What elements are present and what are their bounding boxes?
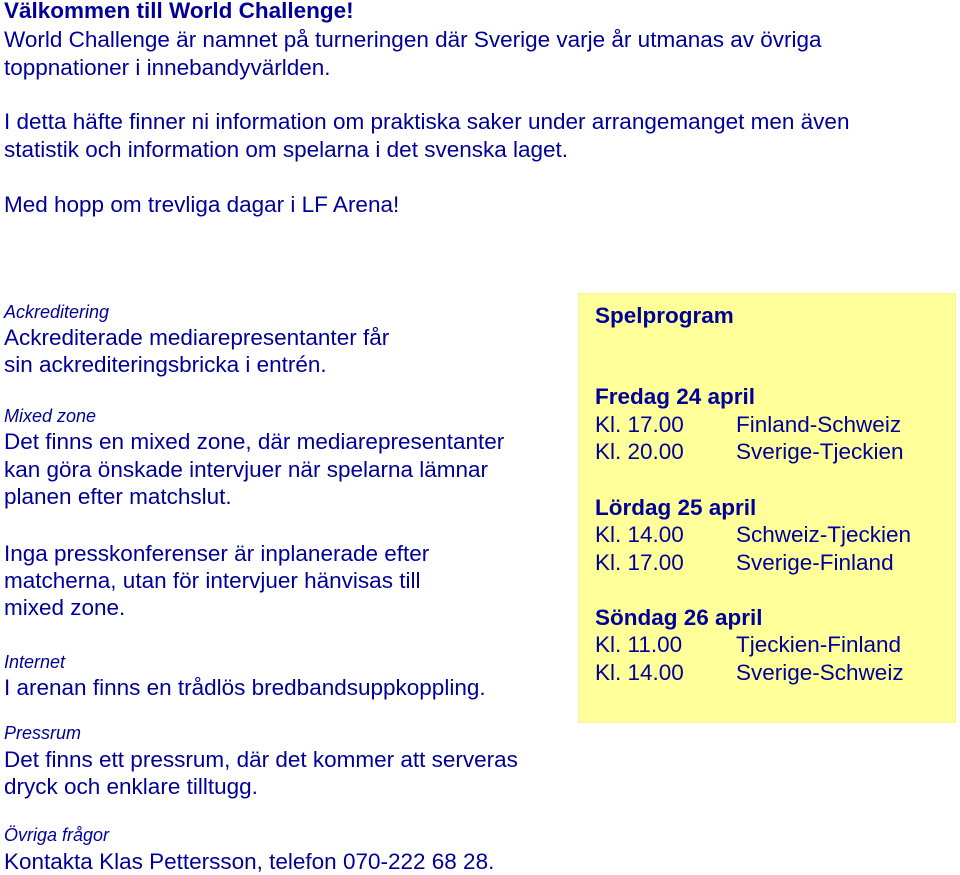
schedule-day: Söndag 26 april [595, 605, 763, 630]
intro-line: toppnationer i innebandyvärlden. [4, 55, 331, 80]
section-text: dryck och enklare tilltugg. [4, 774, 258, 799]
game-time: Kl. 20.00 [595, 439, 684, 464]
intro-line: I detta häfte finner ni information om praktiska saker under arrangemanget men även [4, 109, 850, 134]
game-match: Sverige-Schweiz [736, 660, 904, 685]
section-text: kan göra önskade intervjuer när spelarna lämnar [4, 457, 489, 482]
schedule-day: Lördag 25 april [595, 495, 757, 520]
section-heading-internet: Internet [4, 652, 66, 672]
section-heading-ackreditering: Ackreditering [4, 302, 110, 322]
game-time: Kl. 11.00 [595, 632, 683, 657]
intro-line: statistik och information om spelarna i det svenska laget. [4, 137, 569, 162]
game-time: Kl. 17.00 [595, 550, 684, 575]
game-time: Kl. 17.00 [595, 412, 684, 437]
game-time: Kl. 14.00 [595, 660, 684, 685]
section-text: Det finns en mixed zone, där mediarepresentanter [4, 429, 505, 454]
game-match: Tjeckien-Finland [736, 632, 902, 657]
schedule-title: Spelprogram [595, 303, 734, 328]
section-text: sin ackrediteringsbricka i entrén. [4, 352, 327, 377]
section-heading-mixed-zone: Mixed zone [4, 406, 97, 426]
section-text: matcherna, utan för intervjuer hänvisas till [4, 568, 421, 593]
section-heading-pressrum: Pressrum [4, 723, 82, 743]
section-text: Kontakta Klas Pettersson, telefon 070-222 68 28. [4, 849, 495, 874]
section-text: Det finns ett pressrum, där det kommer att serveras [4, 747, 518, 772]
section-text: I arenan finns en trådlös bredbandsuppkoppling. [4, 675, 486, 700]
game-match: Finland-Schweiz [736, 412, 902, 437]
intro-closing: Med hopp om trevliga dagar i LF Arena! [4, 192, 400, 217]
game-match: Schweiz-Tjeckien [736, 522, 912, 547]
schedule-box [578, 293, 956, 723]
intro-line: World Challenge är namnet på turneringen där Sverige varje år utmanas av övriga [4, 27, 822, 52]
game-time: Kl. 14.00 [595, 522, 684, 547]
page-title: Välkommen till World Challenge! [4, 0, 354, 23]
section-heading-ovriga-fragor: Övriga frågor [4, 825, 110, 845]
section-text: mixed zone. [4, 595, 126, 620]
section-text: planen efter matchslut. [4, 484, 232, 509]
section-text: Inga presskonferenser är inplanerade efter [4, 541, 430, 566]
section-text: Ackrediterade mediarepresentanter får [4, 325, 390, 350]
game-match: Sverige-Tjeckien [736, 439, 904, 464]
game-match: Sverige-Finland [736, 550, 894, 575]
schedule-day: Fredag 24 april [595, 384, 756, 409]
